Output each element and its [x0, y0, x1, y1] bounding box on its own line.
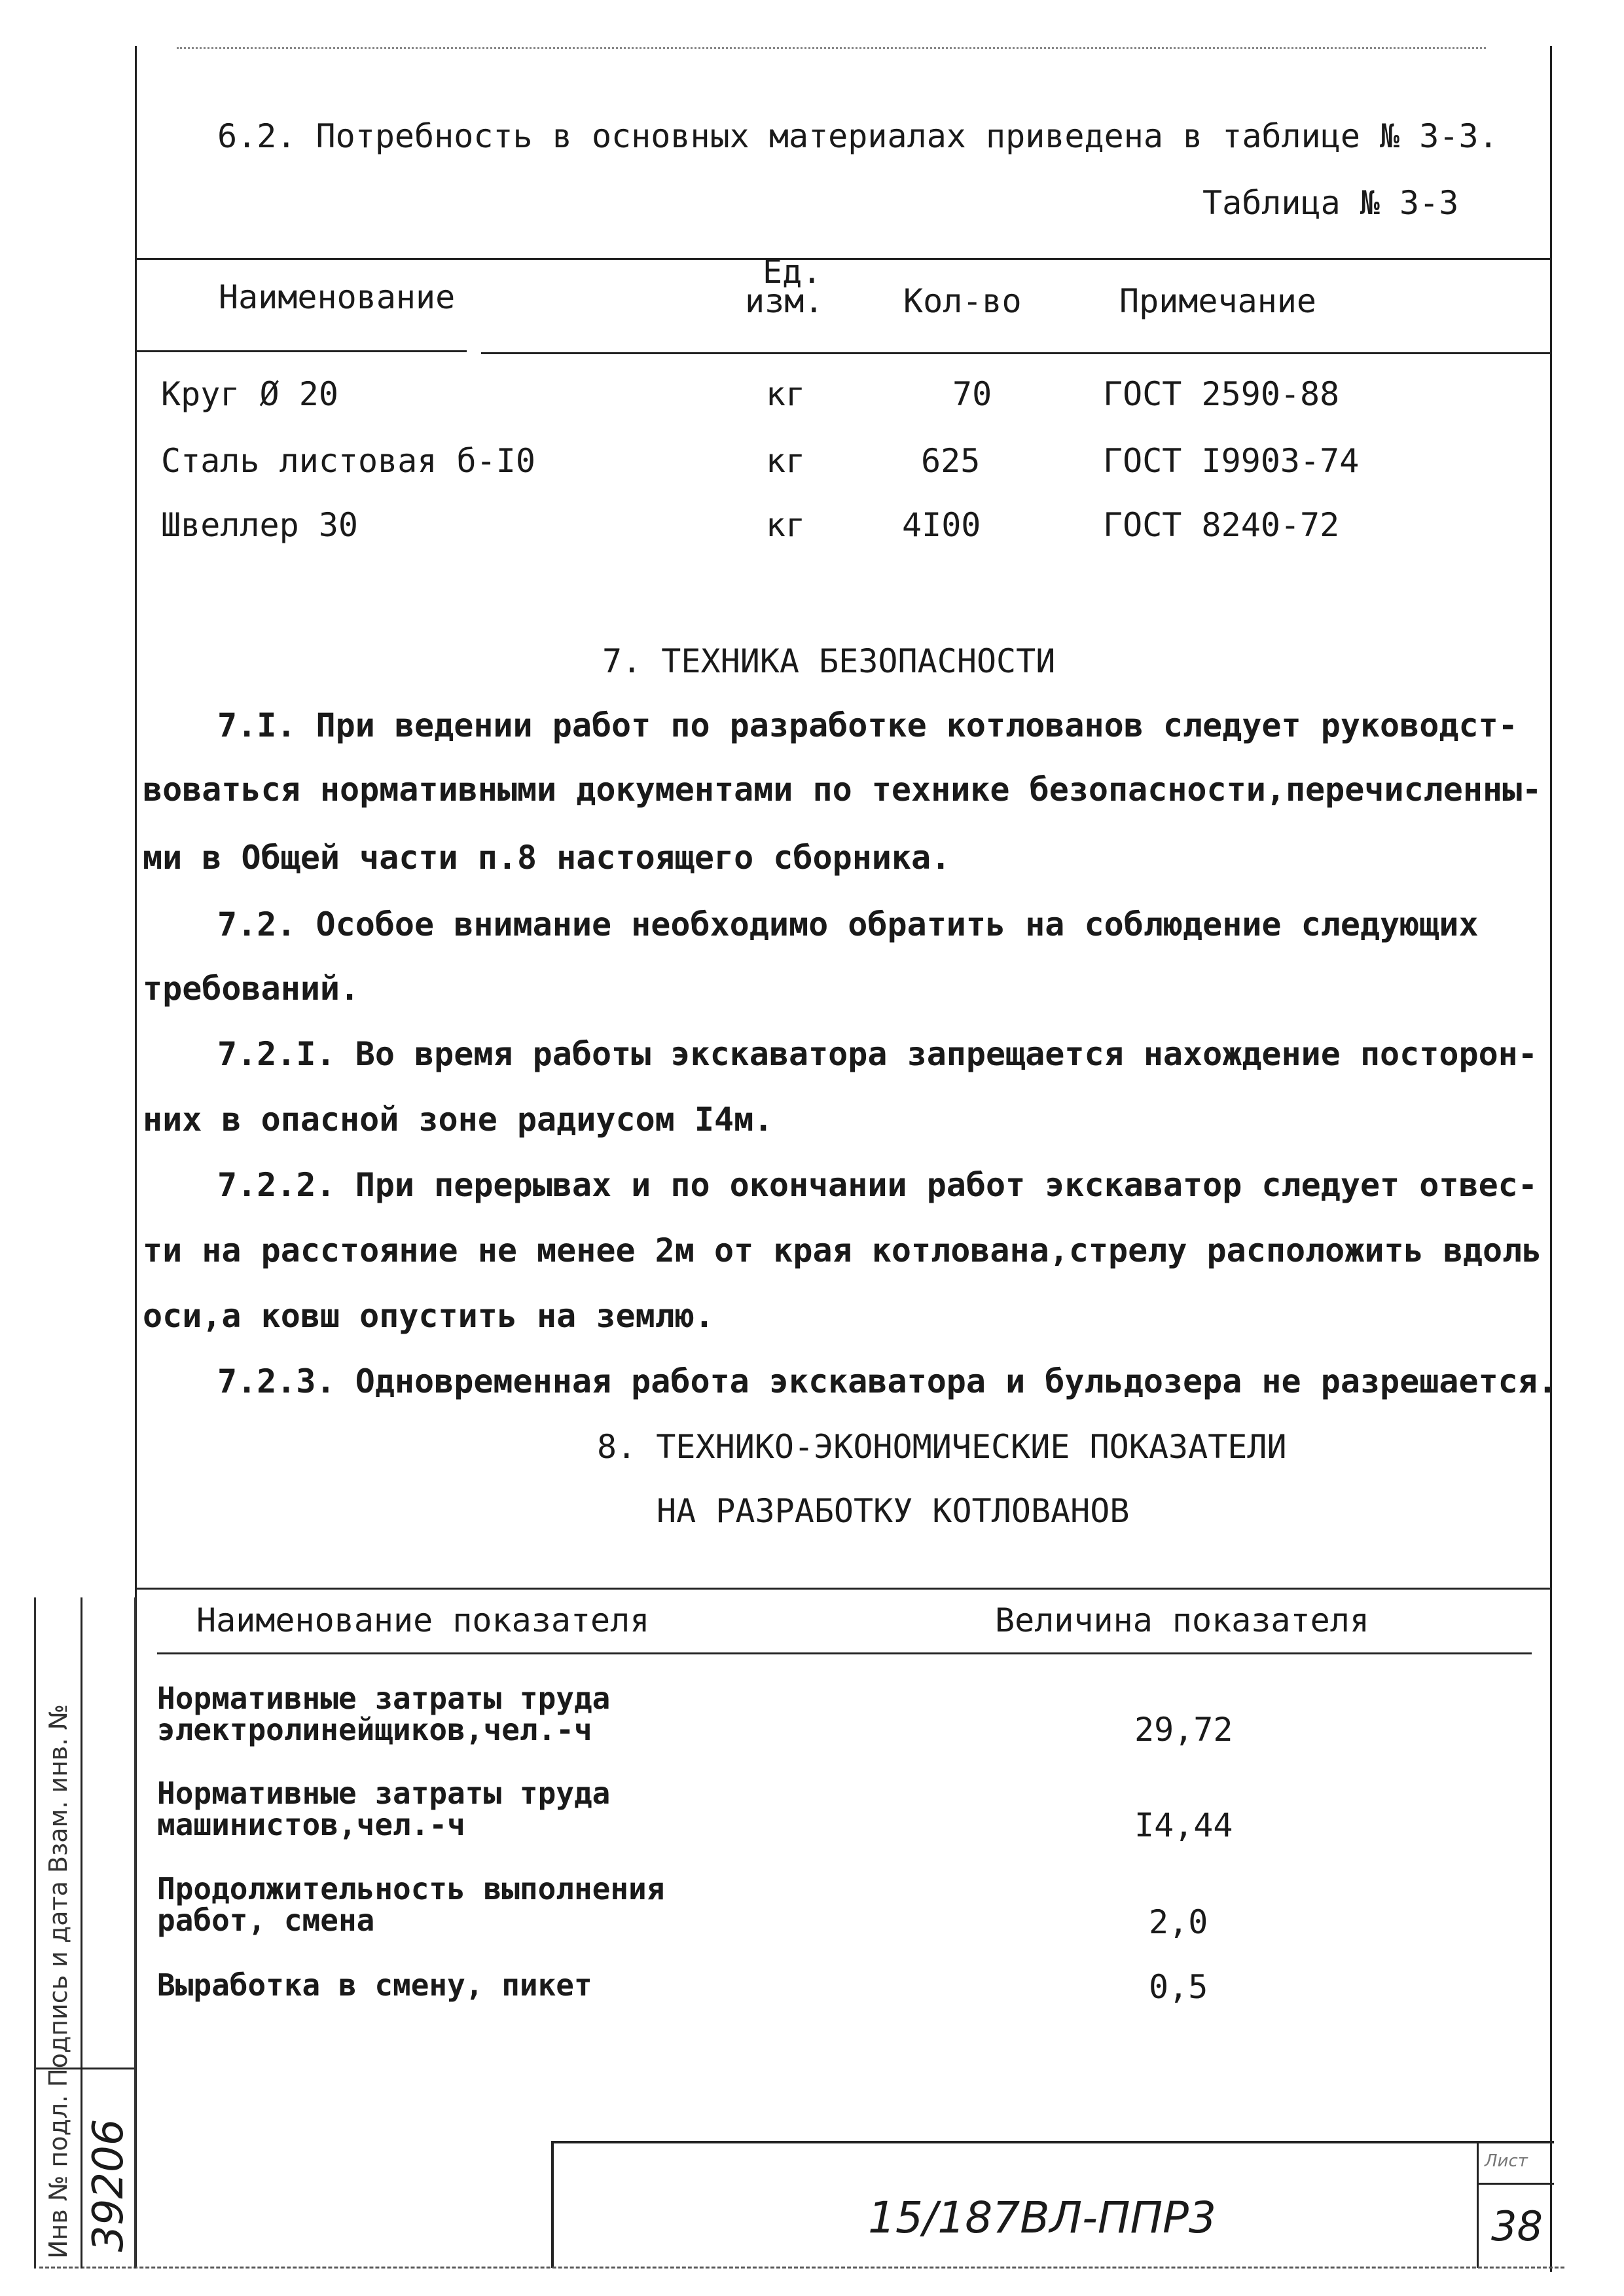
materials-row-note: ГОСТ 2590-88	[1103, 375, 1340, 413]
indicator-label-line1: Нормативные затраты труда	[157, 1681, 611, 1716]
section8-heading-line2: НА РАЗРАБОТКУ КОТЛОВАНОВ	[657, 1492, 1130, 1530]
materials-row-note: ГОСТ I9903-74	[1103, 442, 1360, 480]
indicator-value: I4,44	[1134, 1806, 1233, 1844]
section7-line: них в опасной зоне радиусом I4м.	[143, 1101, 774, 1139]
indicator-label-line2: машинистов,чел.-ч	[157, 1807, 465, 1842]
materials-header-note: Примечание	[1119, 282, 1317, 320]
indicators-table-top-rule	[136, 1588, 1550, 1590]
section7-line: 7.I. При ведении работ по разработке котлованов следует руководст-	[217, 706, 1518, 744]
section7-line: ми в Общей части п.8 настоящего сборника.	[143, 839, 951, 877]
section7-line: 7.2.I. Во время работы экскаватора запрещается нахождение посторон-	[217, 1035, 1538, 1073]
materials-row-name: Сталь листовая б-I0	[161, 442, 535, 480]
materials-row-qty: 625	[921, 442, 981, 480]
materials-header-unit-top: Ед.	[763, 253, 822, 291]
margin-inv-number: 39206	[84, 2119, 133, 2252]
document-code: 15/187ВЛ-ППР3	[868, 2193, 1216, 2243]
section7-line: воваться нормативными документами по технике безопасности,перечисленны-	[143, 771, 1542, 809]
sheet-cell-divider	[1477, 2143, 1479, 2268]
section7-line: 7.2.2. При перерывах и по окончании работ экскаватор следует отвес-	[217, 1166, 1538, 1204]
sheet-cell-rule	[1477, 2183, 1554, 2185]
indicators-header-rule	[157, 1652, 1532, 1654]
section7-line: ти на расстояние не менее 2м от края котлована,стрелу расположить вдоль	[143, 1231, 1542, 1269]
table-caption: Таблица № 3-3	[1202, 184, 1459, 222]
margin-stamp-divider	[81, 1597, 82, 2269]
indicator-label-line2: электролинейщиков,чел.-ч	[157, 1712, 592, 1747]
materials-row-unit: кг	[766, 506, 806, 544]
materials-row-name: Круг Ø 20	[161, 375, 338, 413]
indicator-label-line1: Продолжительность выполнения	[157, 1871, 665, 1906]
materials-header-name: Наименование	[219, 278, 456, 316]
indicator-value: 29,72	[1134, 1711, 1233, 1749]
page-top-edge	[177, 47, 1486, 49]
margin-labels: Инв № подл. Подпись и дата Взам. инв. №	[44, 1704, 73, 2259]
section7-line: оси,а ковш опустить на землю.	[143, 1297, 714, 1335]
sheet-label: Лист	[1485, 2151, 1528, 2171]
section7-line: требований.	[143, 970, 360, 1008]
section8-heading-line1: 8. ТЕХНИКО-ЭКОНОМИЧЕСКИЕ ПОКАЗАТЕЛИ	[597, 1428, 1287, 1466]
intro-paragraph: 6.2. Потребность в основных материалах приведена в таблице № 3-3.	[217, 117, 1498, 155]
indicator-label-line1: Выработка в смену, пикет	[157, 1967, 592, 2003]
indicator-label-line2: работ, смена	[157, 1903, 375, 1938]
materials-header-rule-right	[481, 352, 1550, 354]
materials-row-note: ГОСТ 8240-72	[1103, 506, 1340, 544]
title-block	[551, 2141, 1554, 2268]
materials-row-qty: 4I00	[902, 506, 981, 544]
section7-line: 7.2. Особое внимание необходимо обратить на соблюдение следующих	[217, 905, 1479, 943]
section7-heading: 7. ТЕХНИКА БЕЗОПАСНОСТИ	[602, 642, 1056, 680]
materials-row-qty: 70	[952, 375, 992, 413]
page-bottom-edge	[39, 2267, 1564, 2269]
margin-stamp	[34, 1597, 136, 2269]
indicator-label-line1: Нормативные затраты труда	[157, 1776, 611, 1811]
materials-header-qty: Кол-во	[903, 282, 1022, 320]
section7-line: 7.2.3. Одновременная работа экскаватора и бульдозера не разрешается.	[217, 1362, 1557, 1400]
materials-row-name: Швеллер 30	[161, 506, 359, 544]
sheet-number: 38	[1491, 2202, 1543, 2250]
materials-table-top-rule	[136, 258, 1550, 260]
indicator-value: 2,0	[1149, 1903, 1208, 1941]
indicators-header-value: Величина показателя	[995, 1601, 1369, 1639]
page-right-border	[1550, 46, 1552, 2272]
materials-header-rule-left	[136, 350, 467, 352]
materials-row-unit: кг	[766, 442, 806, 480]
materials-header-unit-bottom: изм.	[745, 282, 824, 320]
indicators-header-name: Наименование показателя	[196, 1601, 650, 1639]
indicator-value: 0,5	[1149, 1968, 1208, 2006]
materials-row-unit: кг	[766, 375, 806, 413]
